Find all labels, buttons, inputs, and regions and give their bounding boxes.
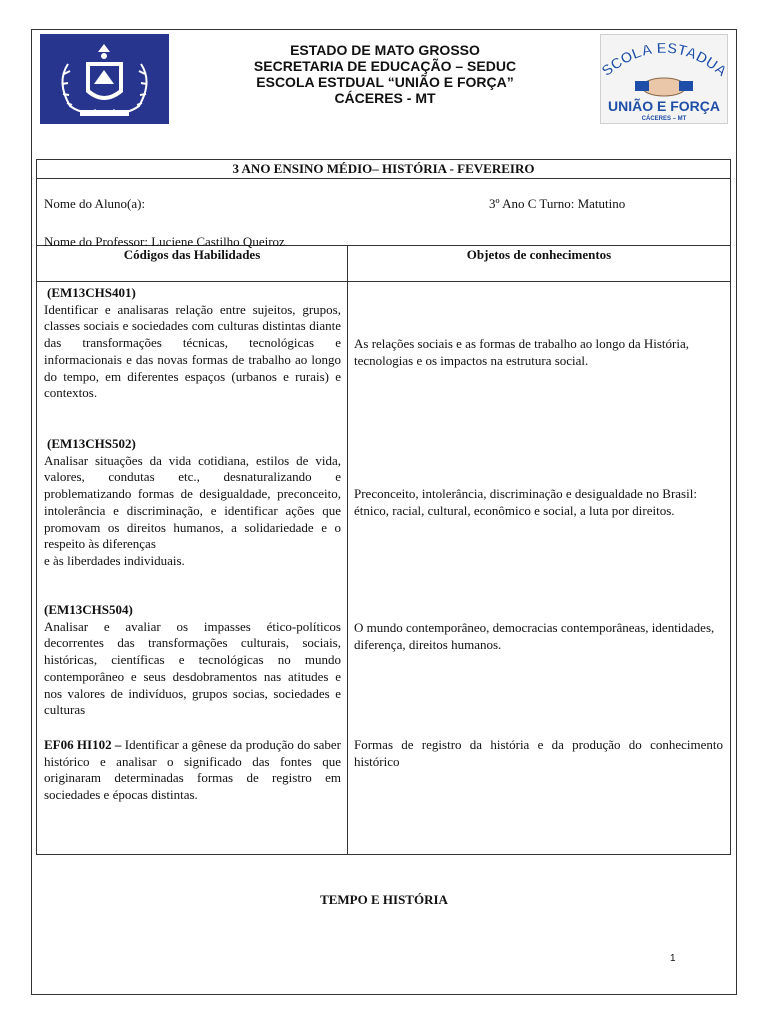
header-city: CÁCERES - MT bbox=[334, 90, 436, 106]
skill-code: (EM13CHS401) bbox=[47, 285, 136, 300]
knowledge-item-3: O mundo contemporâneo, democracias contemporâneas, identidades, diferença, direitos humanos. bbox=[354, 620, 715, 652]
section-title: TEMPO E HISTÓRIA bbox=[320, 892, 448, 907]
header-secretariat: SECRETARIA DE EDUCAÇÃO – SEDUC bbox=[253, 58, 517, 74]
knowledge-item-4: Formas de registro da história e da produção do conhecimento histórico bbox=[354, 737, 723, 769]
column-headers bbox=[37, 246, 730, 282]
skill-code: (EM13CHS502) bbox=[47, 436, 136, 451]
student-name-label: Nome do Aluno(a): bbox=[44, 196, 146, 211]
school-logo-arc-text: COLA ESTADU bbox=[607, 39, 721, 74]
col-header-knowledge: Objetos de conhecimentos bbox=[466, 247, 612, 262]
skill-text-tail: e às liberdades individuais. bbox=[44, 552, 185, 568]
school-logo-city: CÁCERES – MT bbox=[641, 116, 687, 122]
col-header-skills: Códigos das Habilidades bbox=[37, 246, 348, 281]
state-seal-logo bbox=[40, 34, 169, 124]
teacher-name-label: Nome do Professor: Luciene Castilho Queiroz bbox=[44, 234, 285, 249]
skills-column bbox=[37, 282, 348, 854]
content-row bbox=[37, 282, 730, 854]
student-info-row bbox=[37, 179, 730, 249]
skill-block-2 bbox=[44, 436, 341, 570]
knowledge-item-1: As relações sociais e as formas de trabalho ao longo da História, tecnologias e os impactos na estrutura social. bbox=[354, 336, 690, 368]
table-title: 3 ANO ENSINO MÉDIO– HISTÓRIA - FEVEREIRO bbox=[37, 160, 730, 179]
skill-text: Identificar a gênese da produção do saber histórico e analisar o significado das fontes que originaram determinadas formas de registro em sociedades e épocas distintas. bbox=[44, 737, 341, 803]
handshake-icon bbox=[635, 78, 693, 96]
skill-block-1 bbox=[44, 285, 341, 402]
skill-text: Analisar e avaliar os impasses ético-políticos decorrentes das transformações culturais, sociais, históricas, científicas e tecnológicas no mundo contemporâneo e seus desdobramentos nas atitudes e nos valores de indivíduos, grupos socias, sociedades e culturas bbox=[44, 618, 341, 718]
school-logo-icon bbox=[601, 35, 727, 123]
school-logo-name: UNIÃO E FORÇA bbox=[608, 98, 720, 114]
class-info: 3º Ano C Turno: Matutino bbox=[489, 196, 626, 211]
page-number: 1 bbox=[670, 953, 676, 964]
svg-text:ESCOLA ESTADUAL bbox=[601, 35, 727, 81]
skill-text: Identificar e analisaras relação entre sujeitos, grupos, classes sociais e sociedades com culturas distintas diante das transformações técnicas, tecnológicas e informacionais e das novas formas de trabalho ao longo do tempo, em diferentes espaços (urbanos e rurais) e contextos. bbox=[44, 301, 341, 401]
state-seal-icon bbox=[40, 34, 169, 124]
knowledge-item-2: Preconceito, intolerância, discriminação e desigualdade no Brasil: étnico, racial, cultural, econômico e social, a luta por direitos. bbox=[354, 486, 697, 518]
knowledge-column bbox=[348, 282, 730, 854]
school-logo bbox=[600, 34, 728, 124]
header-state: ESTADO DE MATO GROSSO bbox=[290, 42, 480, 58]
header-block bbox=[180, 42, 590, 106]
skill-code: (EM13CHS504) bbox=[44, 602, 133, 617]
skill-block-3 bbox=[44, 602, 341, 719]
lesson-table bbox=[36, 159, 731, 855]
skill-block-4 bbox=[44, 737, 341, 804]
header-school: ESCOLA ESTDUAL “UNIÃO E FORÇA” bbox=[256, 74, 514, 90]
skill-code: EF06 HI102 – bbox=[44, 737, 122, 752]
skill-text: Analisar situações da vida cotidiana, estilos de vida, valores, condutas etc., desnaturalizando e problematizando formas de desigualdade, preconceito, intolerância e discriminação, e identificar ações que promovam os direitos humanos, a solidariedade e o respeito às diferenças bbox=[44, 452, 341, 552]
